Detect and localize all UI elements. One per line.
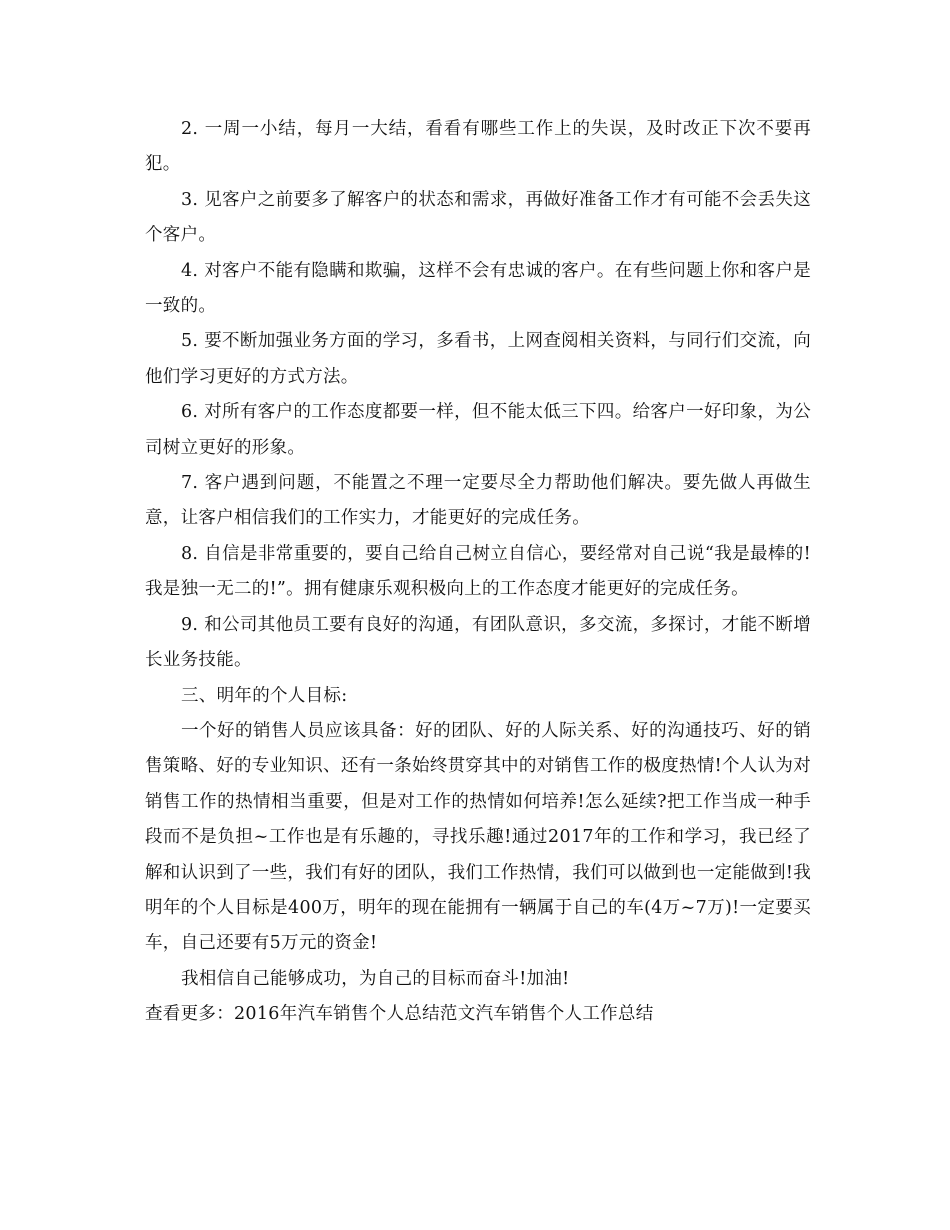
list-item-7: 7. 客户遇到问题，不能置之不理一定要尽全力帮助他们解决。要先做人再做生意，让客户相信我们的工作实力，才能更好的完成任务。 xyxy=(145,473,811,529)
list-item-6: 6. 对所有客户的工作态度都要一样，但不能太低三下四。给客户一好印象，为公司树立更好的形象。 xyxy=(145,402,811,458)
list-item-3: 3. 见客户之前要多了解客户的状态和需求，再做好准备工作才有可能不会丢失这个客户。 xyxy=(145,189,811,246)
list-item-5: 5. 要不断加强业务方面的学习，多看书，上网查阅相关资料，与同行们交流，向他们学习更好的方式方法。 xyxy=(145,331,811,387)
closing-paragraph: 我相信自己能够成功，为自己的目标而奋斗!加油! xyxy=(181,968,570,989)
see-more-link[interactable]: 查看更多：2016年汽车销售个人总结范文汽车销售个人工作总结 xyxy=(145,1004,654,1025)
goals-paragraph: 一个好的销售人员应该具备：好的团队、好的人际关系、好的沟通技巧、好的销售策略、好的专业知识、还有一条始终贯穿其中的对销售工作的极度热情!个人认为对销售工作的热情相当重要，但是对工作的热情如何培养!怎么延续?把工作当成一种手段而不是负担~工作也是有乐趣的，寻找乐趣!通过2017年的工作和学习，我已经了解和认识到了一些，我们有好的团队，我们工作热情，我们可以做到也一定能做到!我明年的个人目标是400万，明年的现在能拥有一辆属于自己的车(4万~7万)!一定要买车，自己还要有5万元的资金! xyxy=(145,720,811,954)
list-item-8: 8. 自信是非常重要的，要自己给自己树立自信心，要经常对自己说“我是最棒的!我是独一无二的!”。拥有健康乐观积极向上的工作态度才能更好的完成任务。 xyxy=(145,543,811,600)
list-item-4: 4. 对客户不能有隐瞒和欺骗，这样不会有忠诚的客户。在有些问题上你和客户是一致的。 xyxy=(145,260,811,317)
list-item-9: 9. 和公司其他员工要有良好的沟通，有团队意识，多交流，多探讨，才能不断增长业务技能。 xyxy=(145,614,811,671)
document-body xyxy=(145,112,811,1033)
list-item-2: 2. 一周一小结，每月一大结，看看有哪些工作上的失误，及时改正下次不要再犯。 xyxy=(145,119,811,175)
section-heading-goals: 三、明年的个人目标: xyxy=(181,685,348,706)
